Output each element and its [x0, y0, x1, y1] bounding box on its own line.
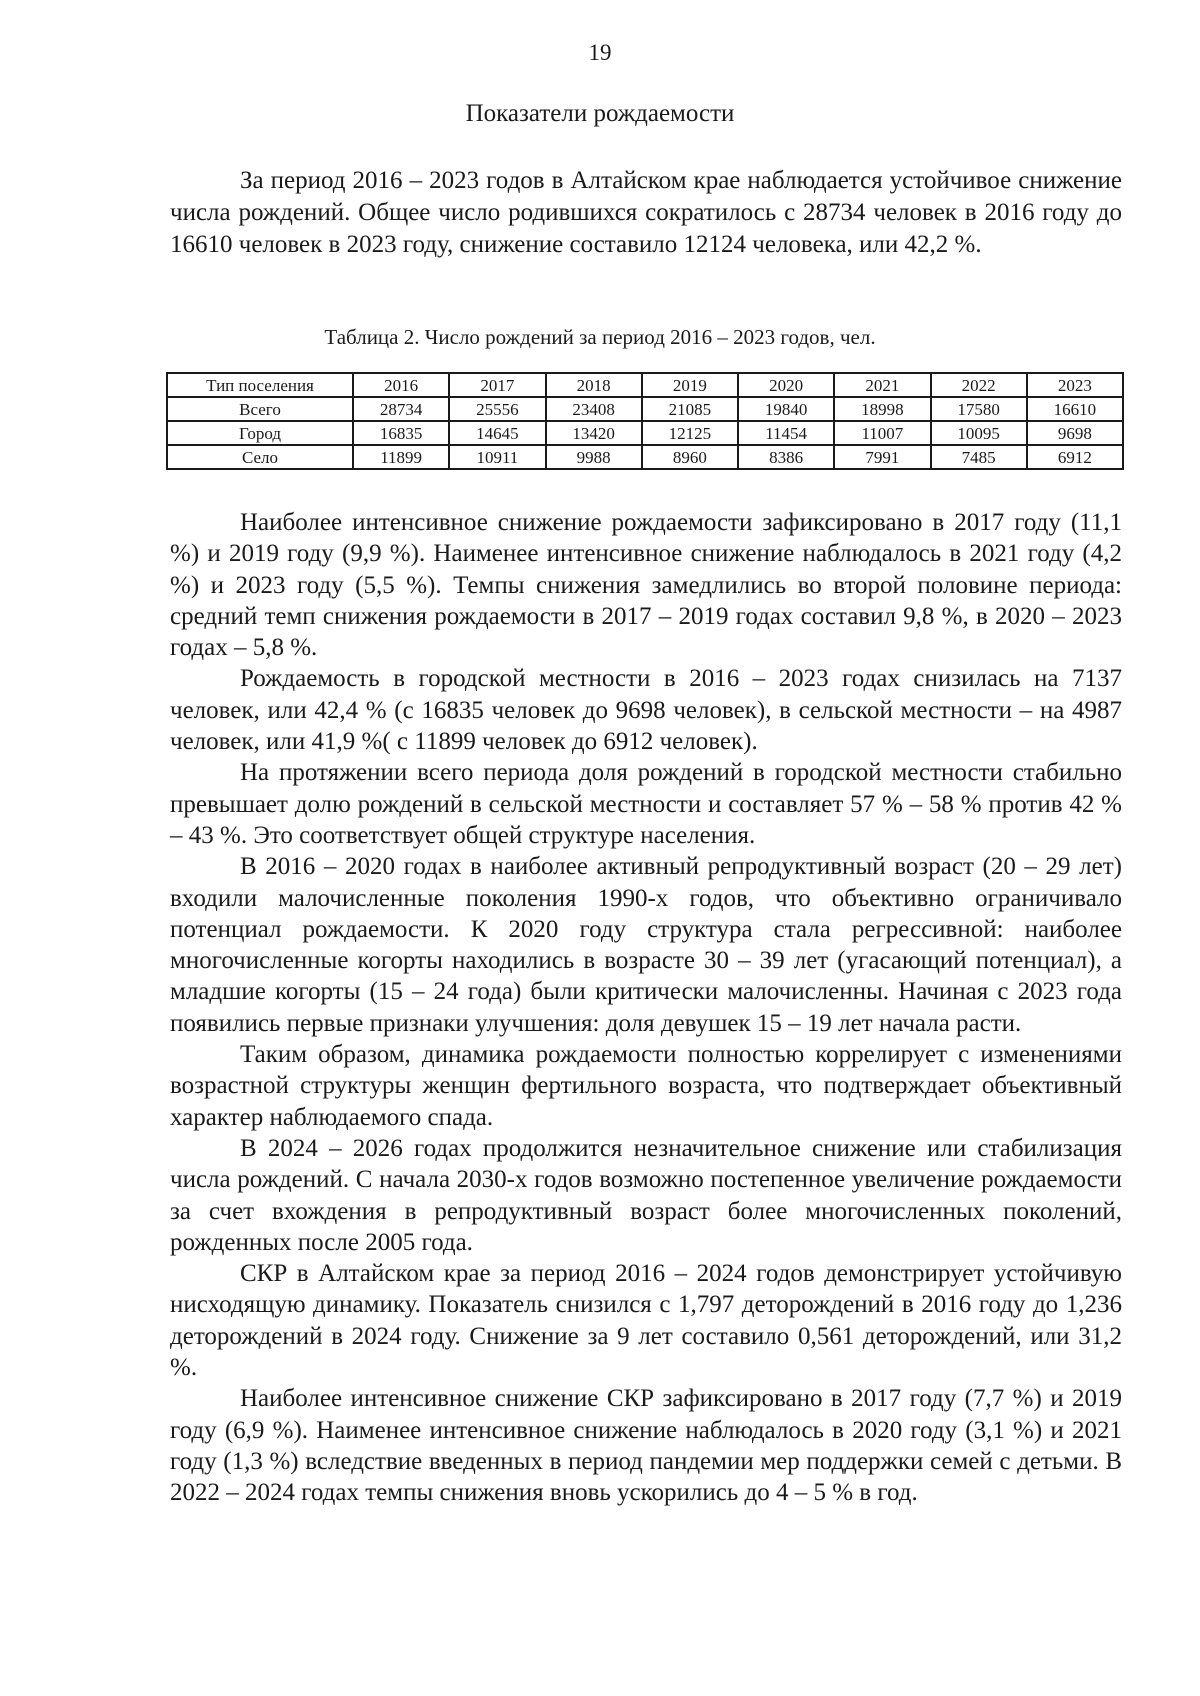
table-cell: 17580: [931, 397, 1027, 421]
header-cell-year: 2023: [1027, 373, 1123, 397]
page-number: 19: [588, 40, 612, 65]
row-label: Всего: [167, 397, 353, 421]
table-cell: 7485: [931, 445, 1027, 469]
header-cell-year: 2018: [546, 373, 642, 397]
table-row-total: [167, 397, 1123, 421]
header-cell-settlement-type: Тип поселения: [167, 373, 353, 397]
paragraph-forecast: В 2024 – 2026 годах продолжится незначительное снижение или стабилизация числа рождений. С начала 2030-х годов возможно постепенное увеличение рождаемости за счет вхождения в репродуктивный возраст более многочисленных поколений, рожденных после 2005 года.: [170, 1134, 1122, 1256]
table-cell: 16610: [1027, 397, 1123, 421]
table-cell: 25556: [449, 397, 545, 421]
table-cell: 12125: [642, 421, 738, 445]
paragraph-urban-rural-decline: Рождаемость в городской местности в 2016 – 2023 годах снизилась на 7137 человек, или 42,4 % (с 16835 человек до 9698 человек), в сельской местности – на 4987 человек, или 41,9 %( с 11899 человек до 6912 человек).: [170, 665, 1122, 756]
table-cell: 14645: [449, 421, 545, 445]
table-cell: 28734: [353, 397, 449, 421]
body-text: [170, 507, 1122, 1509]
table-row-city: [167, 421, 1123, 445]
paragraph-age-structure: В 2016 – 2020 годах в наиболее активный репродуктивный возраст (20 – 29 лет) входили малочисленные поколения 1990-х годов, что объективно ограничивало потенциал рождаемости. К 2020 году структура стала регрессивной: наиболее многочисленные когорты находились в возрасте 30 – 39 лет (угасающий потенциал), а младшие когорты (15 – 24 года) были критически малочисленны. Начиная с 2023 года появились первые признаки улучшения: доля девушек 15 – 19 лет начала расти.: [170, 853, 1122, 1037]
table-row-village: [167, 445, 1123, 469]
table-cell: 7991: [834, 445, 930, 469]
paragraph-birth-decline-rates: Наиболее интенсивное снижение рождаемости зафиксировано в 2017 году (11,1 %) и 2019 году (9,9 %). Наименее интенсивное снижение наблюдалось в 2021 году (4,2 %) и 2023 году (5,5 %). Темпы снижения замедлились во второй половине периода: средний темп снижения рождаемости в 2017 – 2019 годах составил 9,8 %, в 2020 – 2023 годах – 5,8 %.: [170, 509, 1122, 662]
table-cell: 9698: [1027, 421, 1123, 445]
row-label: Город: [167, 421, 353, 445]
table-cell: 19840: [738, 397, 834, 421]
births-table: [166, 372, 1124, 470]
table-cell: 8386: [738, 445, 834, 469]
paragraph-tfr-dynamics: СКР в Алтайском крае за период 2016 – 2024 годов демонстрирует устойчивую нисходящую динамику. Показатель снизился с 1,797 деторождений в 2016 году до 1,236 деторождений в 2024 году. Снижение за 9 лет составило 0,561 деторождений, или 31,2 %.: [170, 1260, 1122, 1382]
table-cell: 10911: [449, 445, 545, 469]
header-cell-year: 2019: [642, 373, 738, 397]
header-cell-year: 2016: [353, 373, 449, 397]
table-cell: 23408: [546, 397, 642, 421]
row-label: Село: [167, 445, 353, 469]
table-cell: 9988: [546, 445, 642, 469]
table-cell: 16835: [353, 421, 449, 445]
table-cell: 10095: [931, 421, 1027, 445]
header-cell-year: 2017: [449, 373, 545, 397]
table-cell: 8960: [642, 445, 738, 469]
table-header-row: [167, 373, 1123, 397]
table-cell: 11899: [353, 445, 449, 469]
header-cell-year: 2020: [738, 373, 834, 397]
paragraph-urban-share: На протяжении всего периода доля рождений в городской местности стабильно превышает долю рождений в сельской местности и составляет 57 % – 58 % против 42 % – 43 %. Это соответствует общей структуре населения.: [170, 759, 1122, 849]
intro-paragraph: За период 2016 – 2023 годов в Алтайском крае наблюдается устойчивое снижение числа рождений. Общее число родившихся сократилось с 28734 человек в 2016 году до 16610 человек в 2023 году, снижение составило 12124 человека, или 42,2 %.: [170, 167, 1122, 258]
section-title: Показатели рождаемости: [465, 100, 735, 127]
paragraph-correlation: Таким образом, динамика рождаемости полностью коррелирует с изменениями возрастной структуры женщин фертильного возраста, что подтверждает объективный характер наблюдаемого спада.: [170, 1041, 1122, 1131]
table-cell: 21085: [642, 397, 738, 421]
table-cell: 18998: [834, 397, 930, 421]
table-caption: Таблица 2. Число рождений за период 2016 – 2023 годов, чел.: [324, 325, 876, 349]
table-cell: 11007: [834, 421, 930, 445]
header-cell-year: 2022: [931, 373, 1027, 397]
paragraph-tfr-decline-rates: Наиболее интенсивное снижение СКР зафиксировано в 2017 году (7,7 %) и 2019 году (6,9 %). Наименее интенсивное снижение наблюдалось в 2020 году (3,1 %) и 2021 году (1,3 %) вследствие введенных в период пандемии мер поддержки семей с детьми. В 2022 – 2024 годах темпы снижения вновь ускорились до 4 – 5 % в год.: [170, 1385, 1122, 1507]
table-cell: 13420: [546, 421, 642, 445]
header-cell-year: 2021: [834, 373, 930, 397]
table-cell: 6912: [1027, 445, 1123, 469]
table-cell: 11454: [738, 421, 834, 445]
